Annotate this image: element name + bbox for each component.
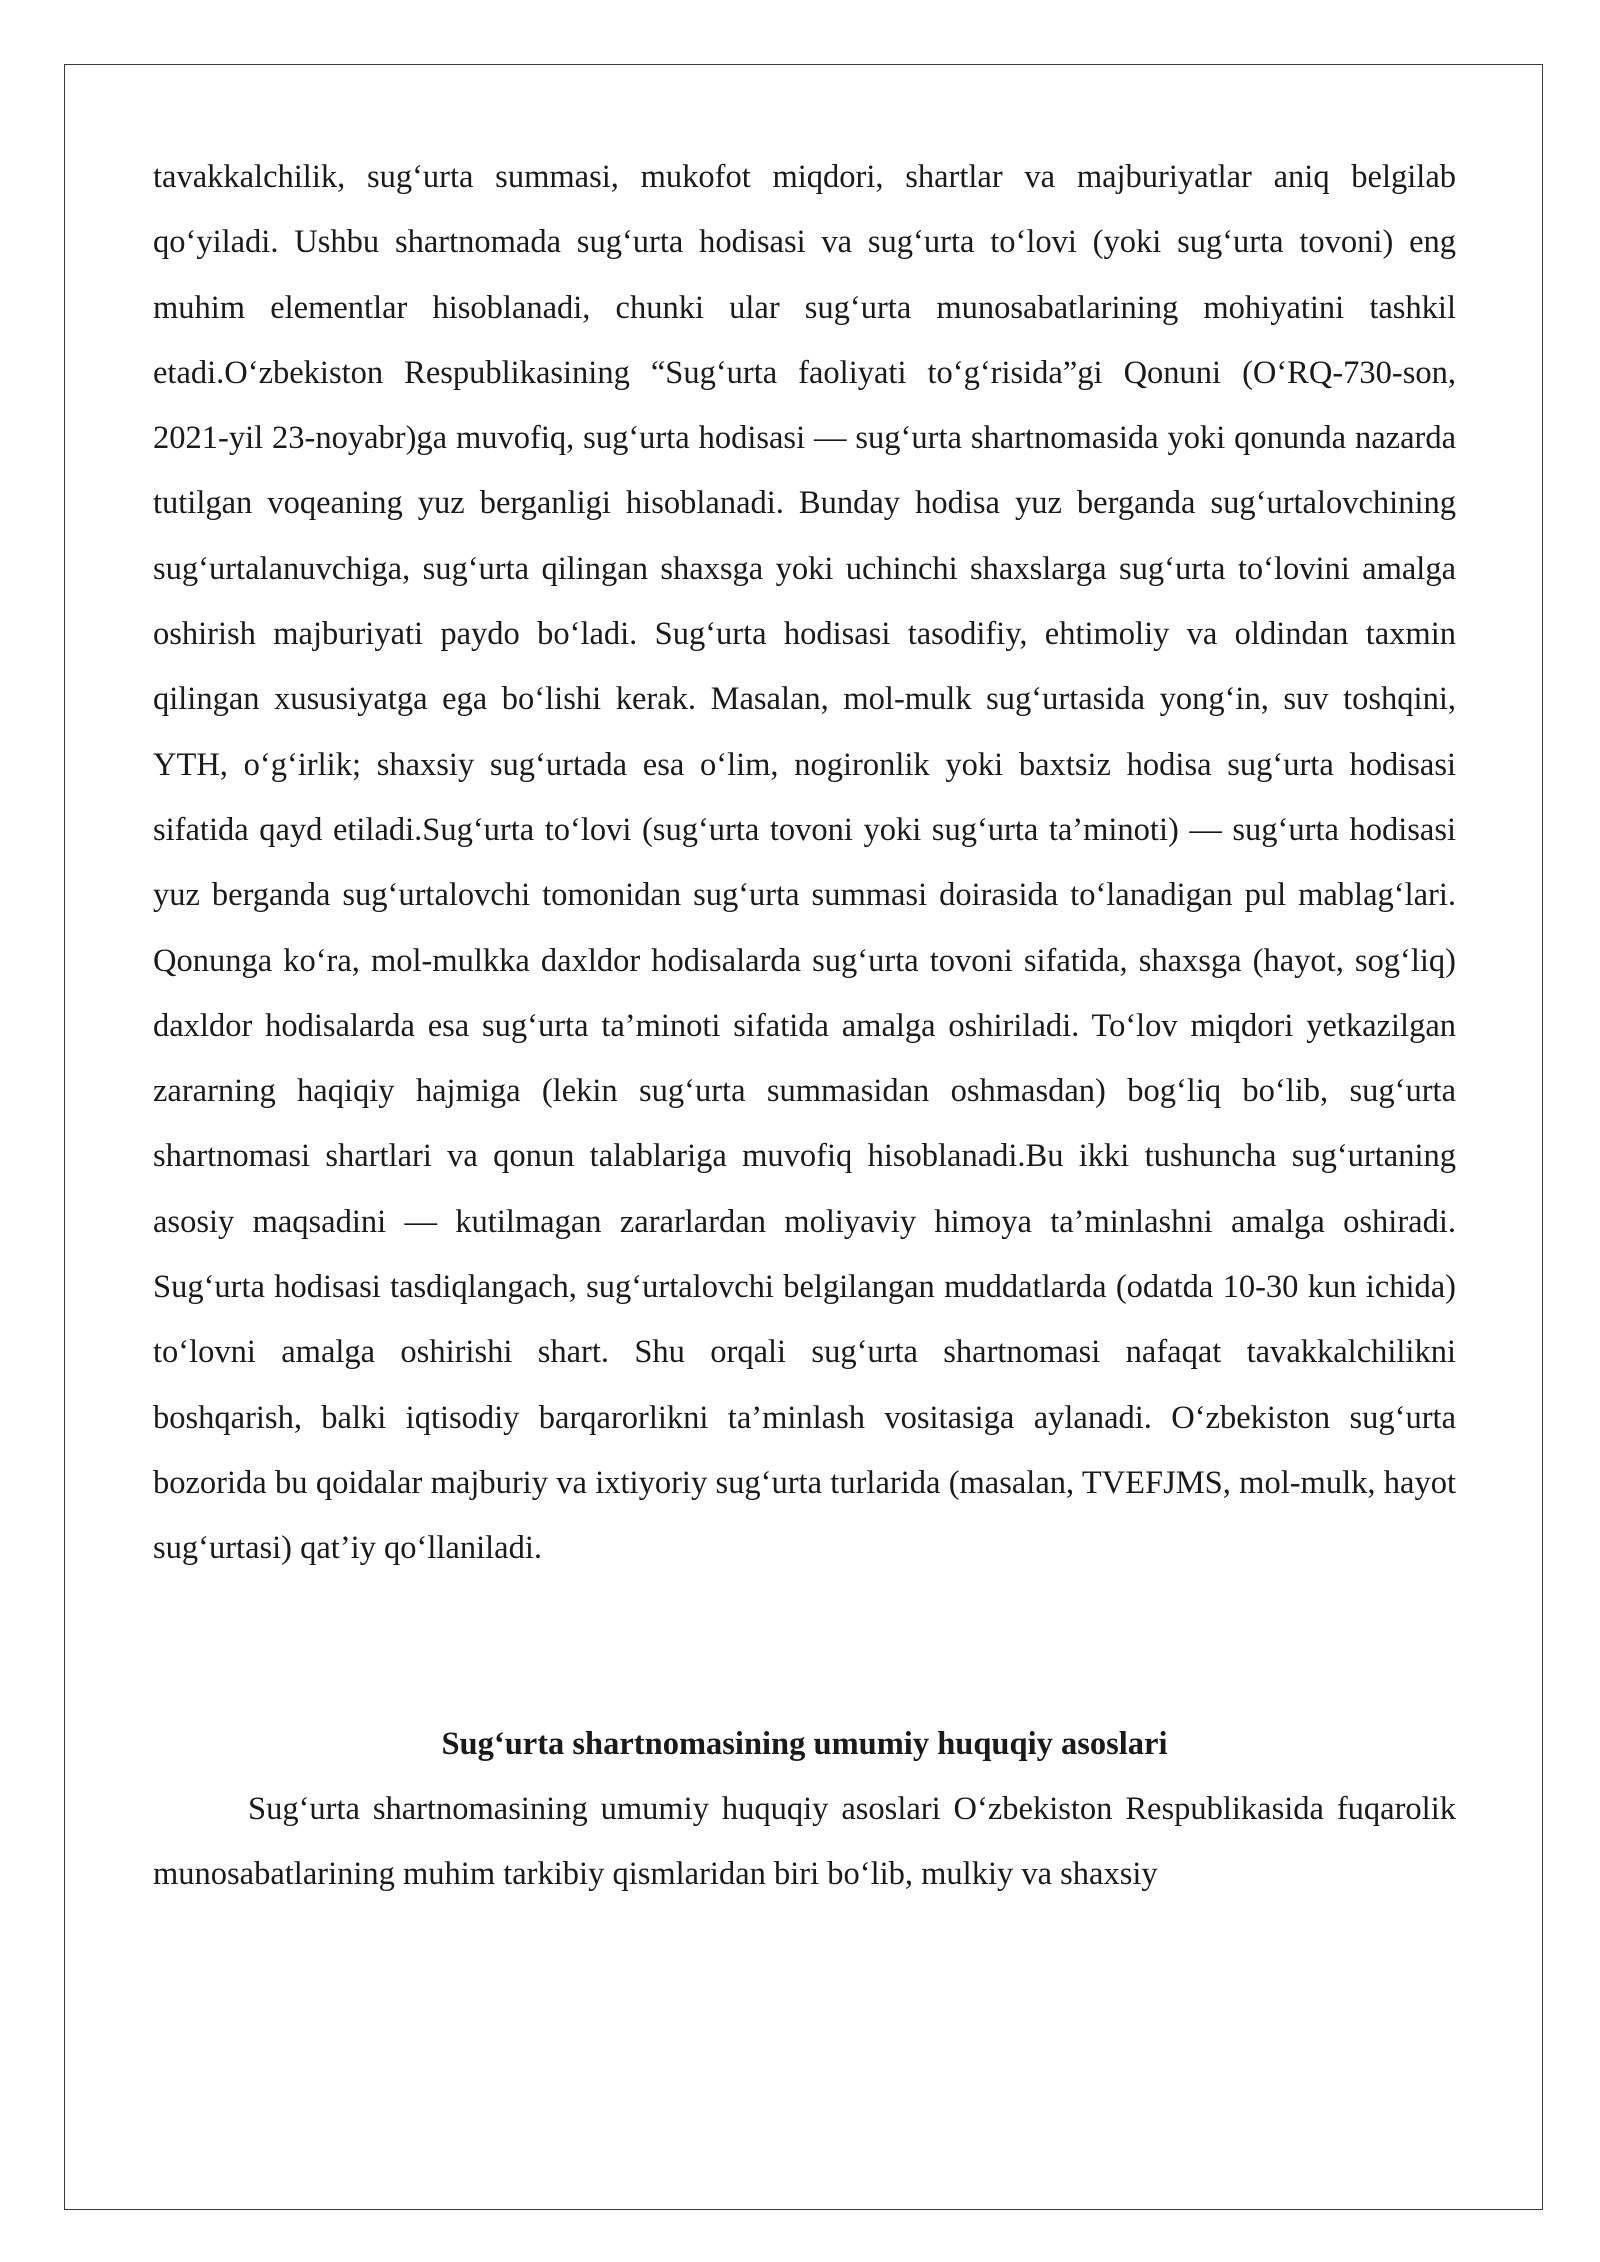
section-spacer <box>153 1582 1456 1712</box>
body-paragraph-continued: Sug‘urta shartnomasining umumiy huquqiy asoslari O‘zbekiston Respublikasida fuqarolik munosabatlarining muhim tarkibiy qismlaridan biri bo‘lib, mulkiy va shaxsiy <box>153 1790 1456 1893</box>
body-paragraph: tavakkalchilik, sug‘urta summasi, mukofot miqdori, shartlar va majburiyatlar aniq belgilab qo‘yiladi. Ushbu shartnomada sug‘urta hodisasi va sug‘urta to‘lovi (yoki sug‘urta tovoni) eng muhim elementlar hisoblanadi, chunki ular sug‘urta munosabatlarining mohiyatini tashkil etadi.O‘zbekiston Respublikasining “Sug‘urta faoliyati to‘g‘risida”gi Qonuni (O‘RQ-730-son, 2021-yil 23-noyabr)ga muvofiq, sug‘urta hodisasi — sug‘urta shartnomasida yoki qonunda nazarda tutilgan voqeaning yuz berganligi hisoblanadi. Bunday hodisa yuz berganda sug‘urtalovchining sug‘urtalanuvchiga, sug‘urta qilingan shaxsga yoki uchinchi shaxslarga sug‘urta to‘lovini amalga oshirish majburiyati paydo bo‘ladi. Sug‘urta hodisasi tasodifiy, ehtimoliy va oldindan taxmin qilingan xususiyatga ega bo‘lishi kerak. Masalan, mol-mulk sug‘urtasida yong‘in, suv toshqini, YTH, o‘g‘irlik; shaxsiy sug‘urtada esa o‘lim, nogironlik yoki baxtsiz hodisa sug‘urta hodisasi sifatida qayd etiladi.Sug‘urta to‘lovi (sug‘urta tovoni yoki sug‘urta ta’minoti) — sug‘urta hodisasi yuz berganda sug‘urtalovchi tomonidan sug‘urta summasi doirasida to‘lanadigan pul mablag‘lari. Qonunga ko‘ra, mol-mulkka daxldor hodisalarda sug‘urta tovoni sifatida, shaxsga (hayot, sog‘liq) daxldor hodisalarda esa sug‘urta ta’minoti sifatida amalga oshiriladi. To‘lov miqdori yetkazilgan zararning haqiqiy hajmiga (lekin sug‘urta summasidan oshmasdan) bog‘liq bo‘lib, sug‘urta shartnomasi shartlari va qonun talablariga muvofiq hisoblanadi.Bu ikki tushuncha sug‘urtaning asosiy maqsadini — kutilmagan zararlardan moliyaviy himoya ta’minlashni amalga oshiradi. Sug‘urta hodisasi tasdiqlangach, sug‘urtalovchi belgilangan muddatlarda (odatda 10-30 kun ichida) to‘lovni amalga oshirishi shart. Shu orqali sug‘urta shartnomasi nafaqat tavakkalchilikni boshqarish, balki iqtisodiy barqarorlikni ta’minlash vositasiga aylanadi. O‘zbekiston sug‘urta bozorida bu qoidalar majburiy va ixtiyoriy sug‘urta turlarida (masalan, TVEFJMS, mol-mulk, hayot sug‘urtasi) qat’iy qo‘llaniladi. <box>153 159 1456 1567</box>
document-body <box>153 145 1456 1907</box>
section-heading: Sug‘urta shartnomasining umumiy huquqiy asoslari <box>441 1725 1168 1762</box>
